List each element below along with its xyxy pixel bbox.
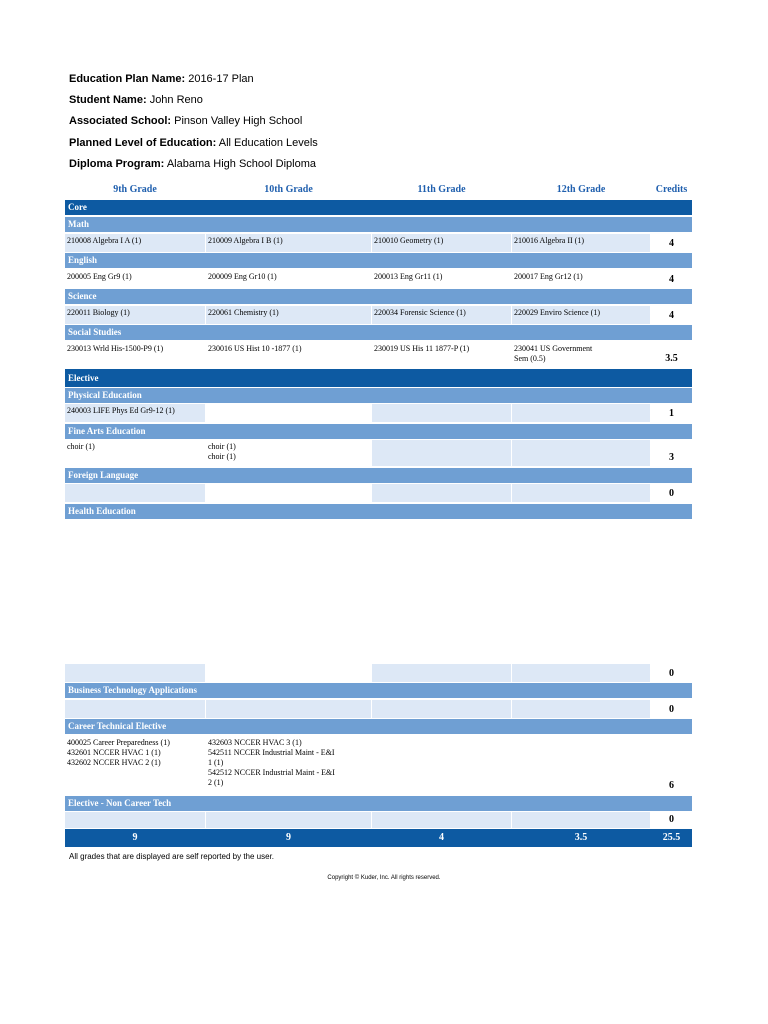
- plan-name-value: 2016-17 Plan: [188, 73, 254, 85]
- credits-value: 3.5: [665, 353, 678, 364]
- diploma-label: Diploma Program:: [69, 158, 165, 170]
- course-cell: choir (1) choir (1): [206, 440, 371, 466]
- self-reported-note: All grades that are displayed are self reported by the user.: [69, 852, 275, 861]
- course-cell: [65, 484, 205, 502]
- subject-fine-arts: Fine Arts Education: [65, 424, 692, 439]
- subject-math: Math: [65, 217, 692, 232]
- credits-cell: [651, 270, 692, 288]
- course-cell: 220029 Enviro Science (1): [512, 306, 650, 324]
- course-cell: [372, 812, 511, 828]
- course-cell: 240003 LIFE Phys Ed Gr9-12 (1): [65, 404, 205, 422]
- header-credits: Credits: [655, 184, 688, 195]
- school-value: Pinson Valley High School: [174, 115, 303, 127]
- section-core: Core: [65, 200, 692, 215]
- school-label: Associated School:: [69, 115, 172, 127]
- table-row: [65, 404, 692, 422]
- course-cell: [206, 812, 371, 828]
- subject-elective-non-career: Elective - Non Career Tech: [65, 796, 692, 811]
- student-name-label: Student Name:: [69, 94, 147, 106]
- table-row: [65, 234, 692, 252]
- course-cell: [512, 440, 650, 466]
- credits-value: 0: [669, 704, 674, 715]
- total-11th-grade: 4: [439, 832, 444, 843]
- credits-value: 6: [669, 780, 674, 791]
- course-cell: 230041 US Government Sem (0.5): [512, 342, 650, 367]
- section-elective: Elective: [65, 369, 692, 387]
- subject-science: Science: [65, 289, 692, 304]
- course-cell: 220011 Biology (1): [65, 306, 205, 324]
- subject-career-technical: Career Technical Elective: [65, 719, 692, 734]
- credits-value: 3: [669, 452, 674, 463]
- table-row: [65, 306, 692, 324]
- course-cell: [206, 484, 371, 502]
- credits-cell: [651, 440, 692, 466]
- header-11th-grade: 11th Grade: [417, 184, 466, 195]
- course-cell: 210009 Algebra I B (1): [206, 234, 371, 252]
- credits-cell: [651, 404, 692, 422]
- total-9th-grade: 9: [132, 832, 138, 843]
- course-cell: [372, 484, 511, 502]
- table-row: [65, 270, 692, 288]
- credits-value: 4: [669, 238, 674, 249]
- course-cell: [512, 664, 650, 682]
- credits-cell: [651, 664, 692, 682]
- course-cell: choir (1): [65, 440, 205, 466]
- diploma-line: [69, 157, 669, 171]
- course-cell: [512, 700, 650, 718]
- credits-cell: [651, 342, 692, 367]
- table-row: [65, 812, 692, 828]
- plan-name-label: Education Plan Name:: [69, 73, 186, 85]
- credits-value: 0: [669, 814, 674, 825]
- credits-cell: [651, 736, 692, 794]
- credits-cell: [651, 306, 692, 324]
- course-cell: [206, 404, 371, 422]
- credits-cell: [651, 234, 692, 252]
- subject-health-education: Health Education: [65, 504, 692, 519]
- course-cell: 220061 Chemistry (1): [206, 306, 371, 324]
- education-level-line: [69, 136, 669, 150]
- course-cell: 210010 Geometry (1): [372, 234, 511, 252]
- header-9th-grade: 9th Grade: [113, 184, 157, 195]
- course-cell: [512, 404, 650, 422]
- course-cell: [206, 700, 371, 718]
- credits-value: 4: [669, 310, 674, 321]
- total-12th-grade: 3.5: [574, 832, 588, 843]
- course-cell: [372, 700, 511, 718]
- course-cell: [65, 664, 205, 682]
- table-row: [65, 664, 692, 682]
- total-10th-grade: 9: [286, 832, 291, 843]
- table-row: [65, 484, 692, 502]
- course-cell: [372, 664, 511, 682]
- course-cell: [372, 440, 511, 466]
- credits-cell: [651, 700, 692, 718]
- course-cell: 210008 Algebra I A (1): [65, 234, 205, 252]
- course-cell: [206, 664, 371, 682]
- course-cell: 200013 Eng Gr11 (1): [372, 270, 511, 288]
- total-credits: 25.5: [662, 832, 681, 843]
- course-cell: [512, 484, 650, 502]
- student-name-line: [69, 93, 669, 107]
- subject-business-technology: Business Technology Applications: [65, 683, 692, 698]
- course-cell: 220034 Forensic Science (1): [372, 306, 511, 324]
- header-12th-grade: 12th Grade: [556, 184, 606, 195]
- credits-cell: [651, 812, 692, 828]
- credits-value: 0: [669, 668, 674, 679]
- course-cell: 230016 US Hist 10 -1877 (1): [206, 342, 371, 367]
- table-row: [65, 700, 692, 718]
- subject-foreign-language: Foreign Language: [65, 468, 692, 483]
- credits-value: 4: [669, 274, 674, 285]
- course-cell: 400025 Career Preparedness (1) 432601 NCCER HVAC 1 (1) 432602 NCCER HVAC 2 (1): [65, 736, 205, 794]
- course-cell: 200009 Eng Gr10 (1): [206, 270, 371, 288]
- copyright-notice: Copyright © Kuder, Inc. All rights reserved.: [327, 875, 441, 881]
- header-10th-grade: 10th Grade: [264, 184, 313, 195]
- course-cell: 230013 Wrld His-1500-P9 (1): [65, 342, 205, 367]
- course-cell: [372, 736, 511, 794]
- course-cell: [65, 700, 205, 718]
- credits-value: 0: [669, 488, 674, 499]
- course-cell: 200005 Eng Gr9 (1): [65, 270, 205, 288]
- school-line: [69, 114, 669, 128]
- credits-cell: [651, 484, 692, 502]
- course-cell: 230019 US His 11 1877-P (1): [372, 342, 511, 367]
- subject-english: English: [65, 253, 692, 268]
- course-cell: [372, 404, 511, 422]
- course-cell: [512, 812, 650, 828]
- totals-row: [65, 829, 692, 847]
- course-cell: [512, 736, 650, 794]
- diploma-value: Alabama High School Diploma: [166, 158, 316, 170]
- education-level-value: All Education Levels: [218, 137, 318, 149]
- course-cell: 210016 Algebra II (1): [512, 234, 650, 252]
- education-level-label: Planned Level of Education:: [69, 137, 217, 149]
- course-cell: [65, 812, 205, 828]
- subject-social-studies: Social Studies: [65, 325, 692, 340]
- student-name-value: John Reno: [149, 94, 203, 106]
- table-row: [65, 440, 692, 466]
- plan-name-line: [69, 72, 669, 86]
- course-cell: 432603 NCCER HVAC 3 (1) 542511 NCCER Industrial Maint - E&I 1 (1) 542512 NCCER Industrial Maint - E&I 2 (1): [206, 736, 371, 794]
- table-row: [65, 342, 692, 367]
- table-row: [65, 736, 692, 794]
- credits-value: 1: [669, 408, 674, 419]
- subject-physical-education: Physical Education: [65, 388, 692, 403]
- course-cell: 200017 Eng Gr12 (1): [512, 270, 650, 288]
